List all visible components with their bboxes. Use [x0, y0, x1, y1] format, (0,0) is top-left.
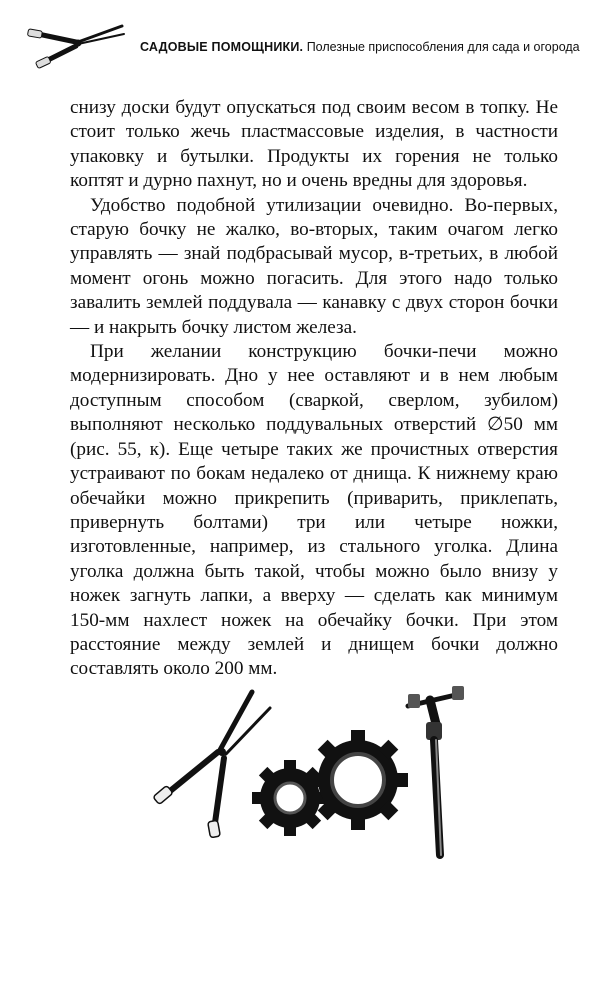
paragraph: При желании конструкцию бочки-печи можно модернизировать. Дно у нее оставляют и в нем любым доступным способом (сваркой, сверлом, зубилом) выполняют несколько поддувальных отверстий ∅50 мм (рис. 55, к). Еще четыре таких же прочистных отверстия устраивают по бокам недалеко от днища. К нижнему краю обечайки можно прикрепить (приварить, приклепать, привернуть болтами) три или четыре ножки, изготовленные, например, из стального уголка. Длина уголка должна быть такой, чтобы можно было внизу у ножек загнуть лапки, а вверху — сделать как минимум 150-мм нахлест ножек на обечайку бочки. При этом расстояние между землей и днищем бочки должно составлять около 200 мм. [70, 341, 558, 680]
garden-shears-header-icon [18, 12, 128, 70]
hedge-shears-icon [153, 692, 270, 838]
paragraph: Удобство подобной утилизации очевидно. Во-первых, старую бочку не жалко, во-вторых, таким очагом легко управлять — знай подбрасывай мусор, в-третьих, в любой момент огонь можно погасить. Для этого надо только завалить землей поддувала — канавку с двух сторон бочки — и накрыть бочку листом железа. [70, 194, 558, 338]
body-text [70, 96, 558, 682]
running-header [140, 40, 580, 54]
garden-tools-illustration [140, 680, 470, 870]
small-gear-icon [252, 760, 328, 836]
paragraph: снизу доски будут опускаться под своим весом в топку. Не стоит только жечь пластмассовые изделия, в частности упаковку и бутылки. Продукты их горения не только коптят и дурно пахнут, но и очень вредны для здоровья. [70, 97, 558, 192]
sprinkler-icon [408, 686, 464, 855]
section-subtitle: Полезные приспособления для сада и огорода [306, 40, 580, 54]
section-title: САДОВЫЕ ПОМОЩНИКИ. [140, 40, 304, 54]
large-gear-icon [308, 730, 408, 830]
